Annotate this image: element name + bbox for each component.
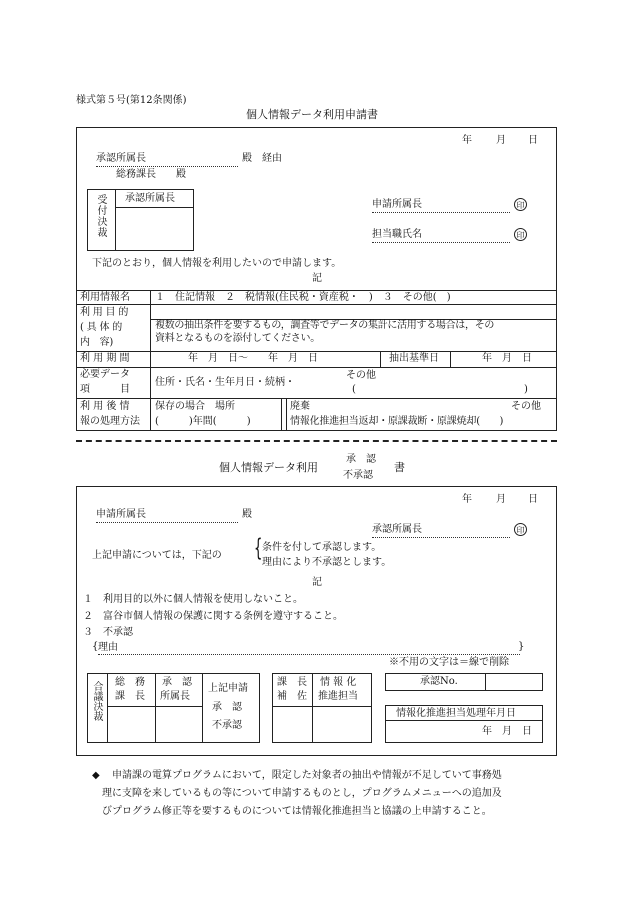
period-value[interactable]: 年 月 日～ 年 月 日 <box>188 353 318 364</box>
stamp-it-label: 推進担当 <box>318 691 358 702</box>
reason-label: 理由 <box>98 642 118 653</box>
general-affairs-label: 総務課長 殿 <box>116 169 186 180</box>
condition-item: １ 利用目的以外に個人情報を使用しないこと。 <box>83 594 303 605</box>
stamp-result-option[interactable]: 不承認 <box>212 720 242 731</box>
items-paren-close: ) <box>524 384 528 395</box>
purpose-note: 資料となるものを添付してください。 <box>155 333 320 344</box>
application-intro: 下記のとおり，個人情報を利用したいので申請します。 <box>92 258 342 269</box>
staff-line[interactable] <box>372 242 510 243</box>
purpose-note: 複数の抽出条件を要するもの，調査等でデータの集計に活用する場合は，その <box>155 320 495 331</box>
approval-head-label: 承認所属長 <box>372 524 422 535</box>
purpose-input[interactable] <box>151 305 556 318</box>
deletion-note: ※不用の文字は＝線で削除 <box>389 657 509 668</box>
keep-years[interactable]: ( )年間( ) <box>155 416 251 427</box>
approval-intro: 上記申請については，下記の <box>92 550 222 561</box>
stamp-deputy-label: 課 長 <box>277 677 307 688</box>
footer-line: 申請課の電算プログラムにおいて，限定した対象者の抽出や情報が不足していて事務処 <box>112 770 502 781</box>
stamp-approval-label: 承 認 <box>162 677 192 688</box>
stamp-side-label: 合議決裁 <box>91 681 102 721</box>
staff-label: 担当職氏名 <box>372 229 422 240</box>
condition-item: ２ 富谷市個人情報の保護に関する条例を遵守すること。 <box>83 611 343 622</box>
approval-number-label: 承認No. <box>420 676 458 687</box>
info-label: 利用情報名 <box>80 292 130 303</box>
reason-bracket-open: { <box>92 641 99 652</box>
stamp-approval-label: 所属長 <box>160 691 190 702</box>
option-reject[interactable]: 理由により不承認とします。 <box>262 557 392 568</box>
stamp-result-option[interactable]: 承 認 <box>212 702 242 713</box>
base-date-value[interactable]: 年 月 日 <box>482 353 532 364</box>
seal-icon: 印 <box>514 198 527 211</box>
stamp-deputy-label: 補 佐 <box>277 691 307 702</box>
approval-title-approve: 承 認 <box>346 454 376 465</box>
discard-options[interactable]: 情報化推進担当返却・原課裁断・原課焼却( ) <box>290 416 504 427</box>
period-label: 利 用 期 間 <box>80 353 130 364</box>
ki-label: 記 <box>312 273 322 284</box>
honorific: 殿 <box>242 509 252 520</box>
footer-bullet: ◆ <box>92 770 100 781</box>
footer-line: 理に支障を来しているもの等について申請するものとし，プログラムメニューへの追加及 <box>102 788 502 799</box>
condition-item: ３ 不承認 <box>83 627 133 638</box>
stamp-general-label: 課 長 <box>115 691 145 702</box>
purpose-label: 利 用 目 的 ( 具 体 的 内 容) <box>80 307 129 348</box>
disposal-label: 利 用 後 情 <box>80 401 130 412</box>
reason-line[interactable] <box>98 654 520 655</box>
receipt-stamp-header: 承認所属長 <box>125 193 175 204</box>
items-value[interactable]: 住所・氏名・生年月日・続柄・ <box>155 377 295 388</box>
approval-head-line[interactable] <box>372 537 510 538</box>
base-date-label: 抽出基準日 <box>389 353 439 364</box>
stamp-it-label: 情 報 化 <box>320 677 357 688</box>
approval-title: 個人情報データ利用 <box>219 461 318 474</box>
via-text: 経由 <box>262 153 282 164</box>
applicant-head-label: 申請所属長 <box>372 199 422 210</box>
ki-label: 記 <box>312 577 322 588</box>
approval-title-suffix: 書 <box>394 461 405 474</box>
approval-applicant-line[interactable] <box>96 522 238 523</box>
items-label: 必要データ <box>80 369 130 380</box>
footer-line: びプログラム修正等を要するものについては情報化推進担当と協議の上申請すること。 <box>102 806 492 817</box>
seal-icon: 印 <box>514 523 527 536</box>
items-paren-open: ( <box>352 384 356 395</box>
approval-number-input[interactable] <box>486 674 542 690</box>
form-number: 様式第５号(第12条関係) <box>76 95 187 106</box>
approval-head-label: 承認所属長 <box>96 153 146 164</box>
items-label: 項 目 <box>80 384 130 395</box>
stamp-result-label: 上記申請 <box>208 683 248 694</box>
disposal-label: 報の処理方法 <box>80 416 140 427</box>
it-date-label: 情報化推進担当処理年月日 <box>396 708 516 719</box>
option-approve[interactable]: 条件を付して承認します。 <box>262 542 382 553</box>
application-title: 個人情報データ利用申請書 <box>246 108 378 121</box>
items-other: その他 <box>346 370 376 381</box>
reason-bracket-close: } <box>518 641 525 652</box>
discard-other: その他 <box>511 401 541 412</box>
receipt-stamp-label: 受付決裁 <box>95 194 106 238</box>
honorific: 殿 <box>242 153 252 164</box>
applicant-head-line[interactable] <box>372 212 510 213</box>
approval-head-line[interactable] <box>96 166 238 167</box>
stamp-general-label: 総 務 <box>115 677 145 688</box>
keep-option[interactable]: 保存の場合 場所 <box>155 401 235 412</box>
approval-title-reject: 不承認 <box>343 470 373 481</box>
approval-applicant-label: 申請所属長 <box>96 509 146 520</box>
cut-line <box>76 440 557 442</box>
seal-icon: 印 <box>514 228 527 241</box>
discard-option[interactable]: 廃棄 <box>290 401 310 412</box>
it-date-value[interactable]: 年 月 日 <box>482 726 532 737</box>
brace-icon: { <box>254 534 263 562</box>
info-value[interactable]: １ 住記情報 ２ 税情報(住民税・資産税・ ) ３ その他( ) <box>155 292 451 303</box>
